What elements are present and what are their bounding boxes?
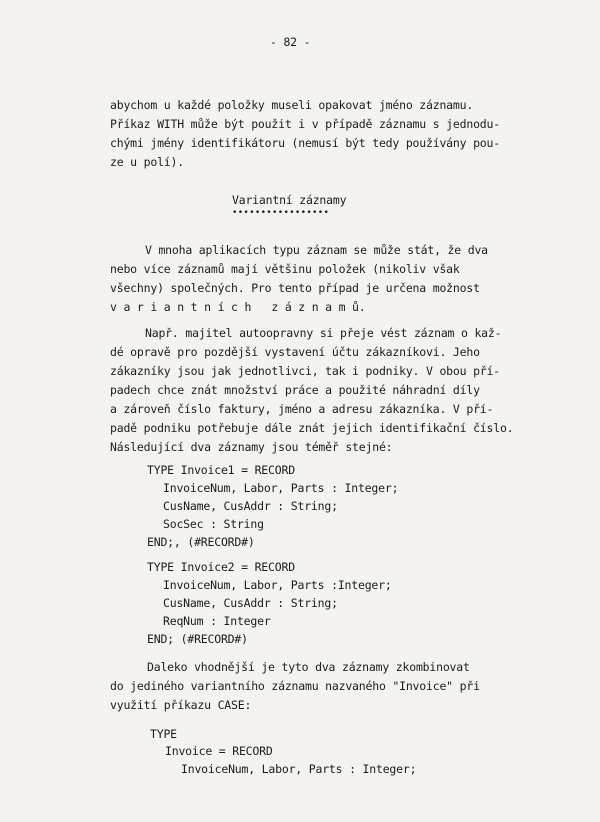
- paragraph-line: zákazníky jsou jak jednotlivci, tak i podniky. V obou pří-: [110, 364, 500, 378]
- paragraph-line: padě podniku potřebuje dále znát jejich identifikační číslo.: [110, 421, 514, 435]
- code-line: ReqNum : Integer: [163, 614, 271, 628]
- paragraph-line: dé opravě pro pozdější vystavení účtu zákazníkovi. Jeho: [110, 345, 480, 359]
- code-line: CusName, CusAddr : String;: [163, 499, 338, 513]
- code-line: Invoice = RECORD: [165, 744, 273, 758]
- paragraph-line: V mnoha aplikacích typu záznam se může stát, že dva: [145, 243, 488, 257]
- paragraph-line: padech chce znát množství práce a použité náhradní díly: [110, 383, 480, 397]
- paragraph-line: využití příkazu CASE:: [110, 698, 252, 712]
- section-title-underline: •••••••••••••••••: [232, 208, 330, 218]
- code-line: InvoiceNum, Labor, Parts :Integer;: [163, 578, 392, 592]
- paragraph-line: ze u polí).: [110, 155, 184, 169]
- code-line: TYPE: [150, 727, 177, 741]
- paragraph-line: Příkaz WITH může být použit i v případě záznamu s jednodu-: [110, 117, 500, 131]
- paragraph-line: Např. majitel autoopravny si přeje vést záznam o kaž-: [145, 326, 502, 340]
- paragraph-line: do jediného variantního záznamu nazvaného "Invoice" při: [110, 679, 480, 693]
- paragraph-line: abychom u každé položky museli opakovat jméno záznamu.: [110, 98, 474, 112]
- code-line: InvoiceNum, Labor, Parts : Integer;: [163, 481, 399, 495]
- code-line: TYPE Invoice2 = RECORD: [147, 560, 295, 574]
- paragraph-line-spaced: v a r i a n t n í c h z á z n a m ů.: [110, 300, 366, 314]
- code-line: END;, (#RECORD#): [147, 535, 255, 549]
- paragraph-line: Následující dva záznamy jsou téměř stejné:: [110, 440, 393, 454]
- paragraph-line: a zároveň číslo faktury, jméno a adresu zákazníka. V pří-: [110, 402, 494, 416]
- code-line: CusName, CusAddr : String;: [163, 596, 338, 610]
- code-line: InvoiceNum, Labor, Parts : Integer;: [181, 762, 417, 776]
- paragraph-line: nebo více záznamů mají většinu položek (nikoliv však: [110, 262, 460, 276]
- section-title: Variantní záznamy: [232, 193, 347, 207]
- paragraph-line: chými jmény identifikátoru (nemusí být tedy používány pou-: [110, 136, 500, 150]
- code-line: TYPE Invoice1 = RECORD: [147, 463, 295, 477]
- paragraph-line: Daleko vhodnější je tyto dva záznamy zkombinovat: [147, 660, 470, 674]
- code-line: SocSec : String: [163, 517, 264, 531]
- page-number: - 82 -: [270, 35, 311, 49]
- code-line: END; (#RECORD#): [147, 632, 248, 646]
- paragraph-line: všechny) společných. Pro tento případ je určena možnost: [110, 281, 480, 295]
